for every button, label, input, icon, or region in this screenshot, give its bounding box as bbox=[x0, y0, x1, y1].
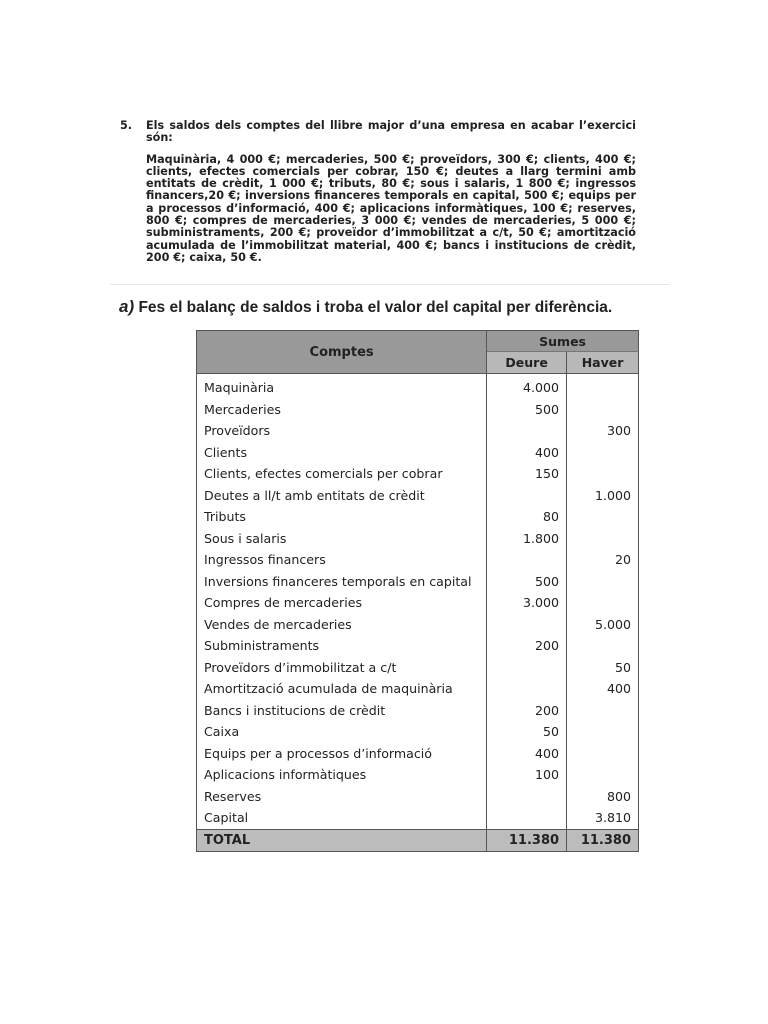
haver-value bbox=[567, 442, 639, 464]
table-row bbox=[197, 743, 639, 765]
deure-value: 100 bbox=[487, 764, 567, 786]
haver-value: 400 bbox=[567, 678, 639, 700]
deure-value: 400 bbox=[487, 442, 567, 464]
deure-value bbox=[487, 807, 567, 829]
account-name: Caixa bbox=[197, 721, 487, 743]
table-row bbox=[197, 506, 639, 528]
problem-number: 5. bbox=[120, 119, 133, 132]
account-name: Equips per a processos d’informació bbox=[197, 743, 487, 765]
question-text: Fes el balanç de saldos i troba el valor del capital per diferència. bbox=[138, 299, 613, 316]
haver-value: 300 bbox=[567, 420, 639, 442]
haver-value: 3.810 bbox=[567, 807, 639, 829]
account-name: Sous i salaris bbox=[197, 528, 487, 550]
total-row bbox=[197, 829, 639, 851]
table-row bbox=[197, 807, 639, 829]
haver-value bbox=[567, 721, 639, 743]
account-name: Deutes a ll/t amb entitats de crèdit bbox=[197, 485, 487, 507]
deure-value bbox=[487, 786, 567, 808]
haver-value bbox=[567, 743, 639, 765]
account-name: Subministraments bbox=[197, 635, 487, 657]
haver-value bbox=[567, 528, 639, 550]
problem-intro: Els saldos dels comptes del llibre major d’una empresa en acabar l’exercici són: bbox=[146, 119, 636, 145]
table-row bbox=[197, 700, 639, 722]
account-name: Compres de mercaderies bbox=[197, 592, 487, 614]
table-row bbox=[197, 374, 639, 399]
deure-value: 400 bbox=[487, 743, 567, 765]
deure-value bbox=[487, 657, 567, 679]
haver-value: 5.000 bbox=[567, 614, 639, 636]
haver-value bbox=[567, 506, 639, 528]
table-row bbox=[197, 420, 639, 442]
table-row bbox=[197, 635, 639, 657]
deure-value: 4.000 bbox=[487, 374, 567, 399]
total-haver: 11.380 bbox=[567, 829, 639, 851]
haver-value: 50 bbox=[567, 657, 639, 679]
account-name: Aplicacions informàtiques bbox=[197, 764, 487, 786]
table-row bbox=[197, 678, 639, 700]
haver-value: 20 bbox=[567, 549, 639, 571]
section-divider bbox=[110, 284, 670, 285]
problem-statement bbox=[120, 120, 636, 264]
haver-value: 1.000 bbox=[567, 485, 639, 507]
haver-value bbox=[567, 635, 639, 657]
table-row bbox=[197, 463, 639, 485]
table-row bbox=[197, 528, 639, 550]
deure-value bbox=[487, 549, 567, 571]
deure-value: 80 bbox=[487, 506, 567, 528]
table-row bbox=[197, 592, 639, 614]
haver-value bbox=[567, 592, 639, 614]
trial-balance-table bbox=[196, 330, 639, 852]
deure-value bbox=[487, 485, 567, 507]
account-name: Maquinària bbox=[197, 374, 487, 399]
account-name: Ingressos financers bbox=[197, 549, 487, 571]
haver-value: 800 bbox=[567, 786, 639, 808]
haver-value bbox=[567, 463, 639, 485]
deure-value: 200 bbox=[487, 635, 567, 657]
table-row bbox=[197, 764, 639, 786]
deure-value bbox=[487, 420, 567, 442]
account-name: Vendes de mercaderies bbox=[197, 614, 487, 636]
deure-value bbox=[487, 614, 567, 636]
deure-value: 200 bbox=[487, 700, 567, 722]
deure-value bbox=[487, 678, 567, 700]
account-name: Mercaderies bbox=[197, 399, 487, 421]
account-name: Clients, efectes comercials per cobrar bbox=[197, 463, 487, 485]
deure-value: 150 bbox=[487, 463, 567, 485]
question-heading bbox=[119, 297, 612, 317]
deure-value: 500 bbox=[487, 571, 567, 593]
account-name: Clients bbox=[197, 442, 487, 464]
deure-value: 1.800 bbox=[487, 528, 567, 550]
table-row bbox=[197, 786, 639, 808]
haver-value bbox=[567, 374, 639, 399]
account-name: Bancs i institucions de crèdit bbox=[197, 700, 487, 722]
total-deure: 11.380 bbox=[487, 829, 567, 851]
haver-value bbox=[567, 764, 639, 786]
table-row bbox=[197, 721, 639, 743]
table-row bbox=[197, 571, 639, 593]
deure-value: 500 bbox=[487, 399, 567, 421]
account-name: Tributs bbox=[197, 506, 487, 528]
header-haver: Haver bbox=[567, 352, 639, 374]
total-label: TOTAL bbox=[197, 829, 487, 851]
haver-value bbox=[567, 700, 639, 722]
question-label: a) bbox=[119, 297, 135, 316]
account-name: Reserves bbox=[197, 786, 487, 808]
deure-value: 3.000 bbox=[487, 592, 567, 614]
header-deure: Deure bbox=[487, 352, 567, 374]
table-row bbox=[197, 399, 639, 421]
deure-value: 50 bbox=[487, 721, 567, 743]
table-row bbox=[197, 614, 639, 636]
table-row bbox=[197, 442, 639, 464]
haver-value bbox=[567, 571, 639, 593]
haver-value bbox=[567, 399, 639, 421]
account-name: Inversions financeres temporals en capital bbox=[197, 571, 487, 593]
header-comptes: Comptes bbox=[197, 331, 487, 374]
header-sumes: Sumes bbox=[487, 331, 639, 352]
problem-body: Maquinària, 4 000 €; mercaderies, 500 €; proveïdors, 300 €; clients, 400 €; clients, efectes comercials per cobrar, 150 €; deutes a llarg termini amb entitats de crèdit, 1 000 €; tributs, 80 €; sous i salaris, 1 800 €; ingressos financers,20 €; inversions financeres temporals en capital, 500 €; equips per a processos d’informació, 400 €; aplicacions informàtiques, 100 €; reserves, 800 €; compres de mercaderies, 3 000 €; vendes de mercaderies, 5 000 €; subministraments, 200 €; proveïdor d’immobilitzat a c/t, 50 €; amortització acumulada de l’immobilitzat material, 400 €; bancs i institucions de crèdit, 200 €; caixa, 50 €. bbox=[146, 152, 636, 264]
account-name: Amortització acumulada de maquinària bbox=[197, 678, 487, 700]
table-row bbox=[197, 657, 639, 679]
account-name: Capital bbox=[197, 807, 487, 829]
account-name: Proveïdors d’immobilitzat a c/t bbox=[197, 657, 487, 679]
table-row bbox=[197, 485, 639, 507]
table-body bbox=[197, 374, 639, 830]
table-row bbox=[197, 549, 639, 571]
account-name: Proveïdors bbox=[197, 420, 487, 442]
